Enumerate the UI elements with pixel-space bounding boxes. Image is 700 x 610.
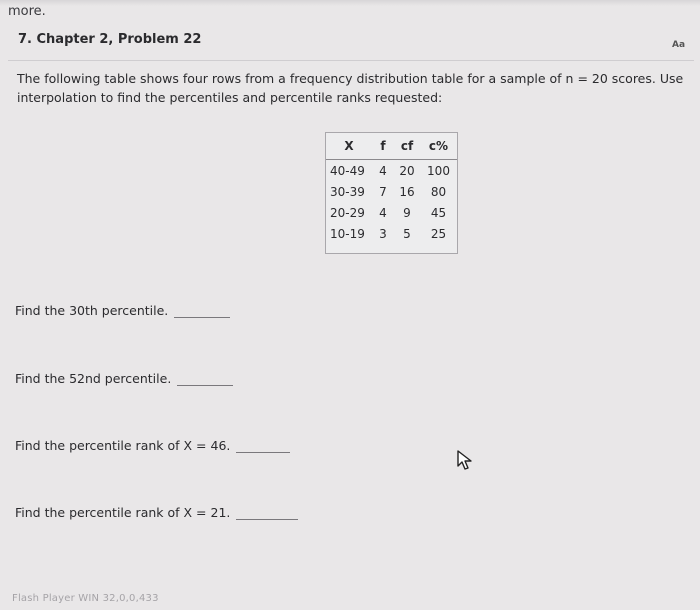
answer-field-percentile-rank-46[interactable] xyxy=(236,438,290,453)
question-percentile-rank-21 xyxy=(15,505,298,520)
cell-cf: 20 xyxy=(399,163,415,178)
header-cpercent: c% xyxy=(420,133,457,160)
frequency-table xyxy=(325,132,458,254)
header-cf: cf xyxy=(394,133,420,160)
question-52nd-percentile xyxy=(15,371,233,386)
problem-title: 7. Chapter 2, Problem 22 xyxy=(18,32,202,47)
title-divider xyxy=(8,60,694,61)
table-row xyxy=(326,223,457,244)
cell-x: 20-29 xyxy=(330,205,365,220)
cell-x: 10-19 xyxy=(330,226,365,241)
header-x: X xyxy=(326,133,372,160)
header-f: f xyxy=(372,133,394,160)
table-row xyxy=(326,181,457,202)
answer-field-30th-percentile[interactable] xyxy=(174,303,230,318)
more-link[interactable]: more. xyxy=(8,4,46,19)
answer-field-percentile-rank-21[interactable] xyxy=(236,505,298,520)
table-header-row xyxy=(326,133,457,160)
cell-x: 30-39 xyxy=(330,184,365,199)
cell-f: 4 xyxy=(379,163,387,178)
flash-player-version: Flash Player WIN 32,0,0,433 xyxy=(12,593,159,604)
cell-f: 4 xyxy=(379,205,387,220)
cell-cf: 9 xyxy=(403,205,411,220)
table-row xyxy=(326,202,457,223)
cell-cf: 16 xyxy=(399,184,415,199)
answer-field-52nd-percentile[interactable] xyxy=(177,371,233,386)
question-percentile-rank-46 xyxy=(15,438,290,453)
top-band xyxy=(0,0,700,6)
cell-x: 40-49 xyxy=(330,163,365,178)
instructions-text: The following table shows four rows from a frequency distribution table for a sample of n = 20 scores. Use interpolation to find the percentiles and percentile ranks requested: xyxy=(17,71,684,105)
question-label: Find the percentile rank of X = 46. xyxy=(15,438,231,453)
mouse-pointer-icon xyxy=(456,449,474,475)
cell-cf: 5 xyxy=(403,226,411,241)
cell-cpercent: 80 xyxy=(430,184,447,199)
cell-cpercent: 45 xyxy=(430,205,447,220)
table-row xyxy=(326,160,457,182)
cell-f: 7 xyxy=(379,184,387,199)
question-label: Find the percentile rank of X = 21. xyxy=(15,505,231,520)
question-label: Find the 52nd percentile. xyxy=(15,371,172,386)
cell-cpercent: 25 xyxy=(430,226,447,241)
font-size-toggle[interactable]: Aa xyxy=(672,40,686,50)
question-label: Find the 30th percentile. xyxy=(15,303,169,318)
cell-cpercent: 100 xyxy=(427,163,450,178)
cell-f: 3 xyxy=(379,226,387,241)
question-30th-percentile xyxy=(15,303,230,318)
